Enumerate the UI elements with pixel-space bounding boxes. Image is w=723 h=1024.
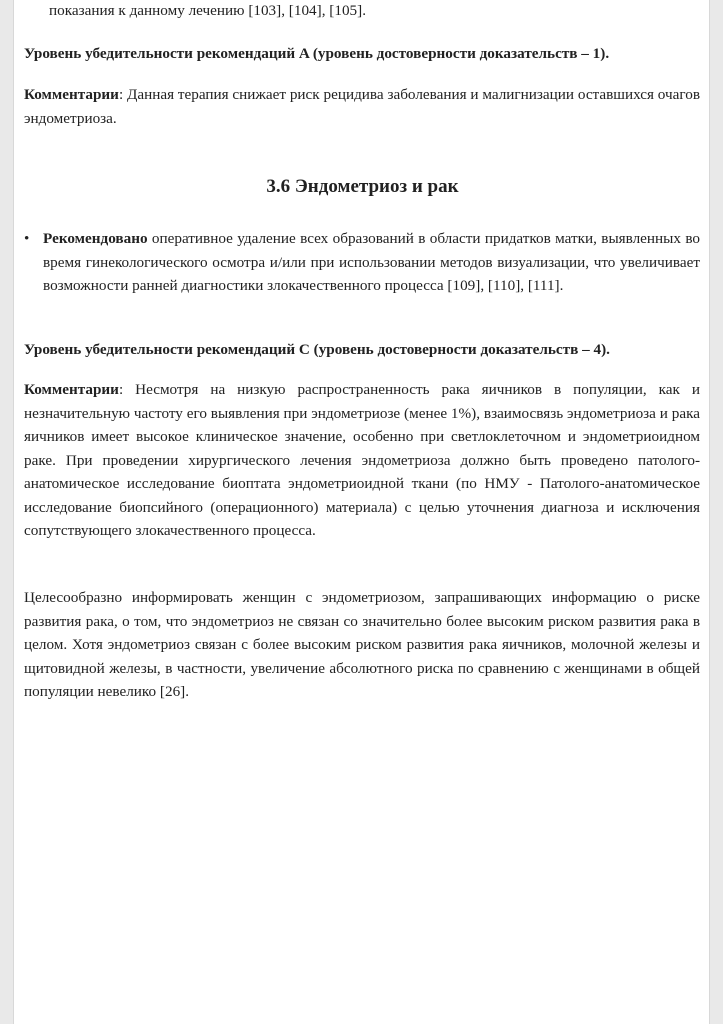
- recommendation-level-c: Уровень убедительности рекомендаций C (уровень достоверности доказательств – 4).: [24, 341, 610, 358]
- continued-text-line: показания к данному лечению [103], [104], [105].: [49, 2, 366, 19]
- bullet-text: [43, 227, 700, 298]
- final-paragraph: Целесообразно информировать женщин с эндометриозом, запрашивающих информацию о риске развития рака, о том, что эндометриоз не связан со значительно более высоким риском развития рака в целом. Хотя эндометриоз связан с более высоким риском развития рака яичников, молочной железы и щитовидной железы, в частности, увеличение абсолютного риска по сравнению с женщинами в общей популяции невелико [26].: [24, 589, 700, 700]
- bullet-body: оперативное удаление всех образований в области придатков матки, выявленных во время гинекологического осмотра и/или при использовании методов визуализации, что увеличивает возможности ранней диагностики злокачественного процесса [109], [110], [111].: [43, 230, 700, 294]
- comment-text: : Данная терапия снижает риск рецидива заболевания и малигнизации оставшихся очагов эндометриоза.: [24, 86, 700, 127]
- comment-label: Комментарии: [24, 381, 119, 398]
- bullet-marker: •: [24, 230, 30, 247]
- section-title: 3.6 Эндометриоз и рак: [266, 176, 459, 197]
- recommendation-level-a: Уровень убедительности рекомендаций A (уровень достоверности доказательств – 1).: [24, 45, 610, 62]
- comment-text: : Несмотря на низкую распространенность рака яичников в популяции, как и незначительную частоту его выявления при эндометриозе (менее 1%), взаимосвязь эндометриоза и рака яичников имеет высокое клиническое значение, особенно при светлоклеточном и эндометриоидном раке. При проведении хирургического лечения эндометриоза должно быть проведено патолого-анатомическое исследование биоптата эндометриоидной ткани (по НМУ - Патолого-анатомическое исследование биопсийного (операционного) материала) с целью уточнения диагноза и исключения сопутствующего злокачественного процесса.: [24, 381, 700, 539]
- comment-label: Комментарии: [24, 86, 119, 103]
- comment-paragraph-a: [24, 83, 700, 130]
- document-page: [13, 0, 710, 1024]
- comment-paragraph-c: [24, 378, 700, 543]
- bullet-bold-lead: Рекомендовано: [43, 230, 148, 247]
